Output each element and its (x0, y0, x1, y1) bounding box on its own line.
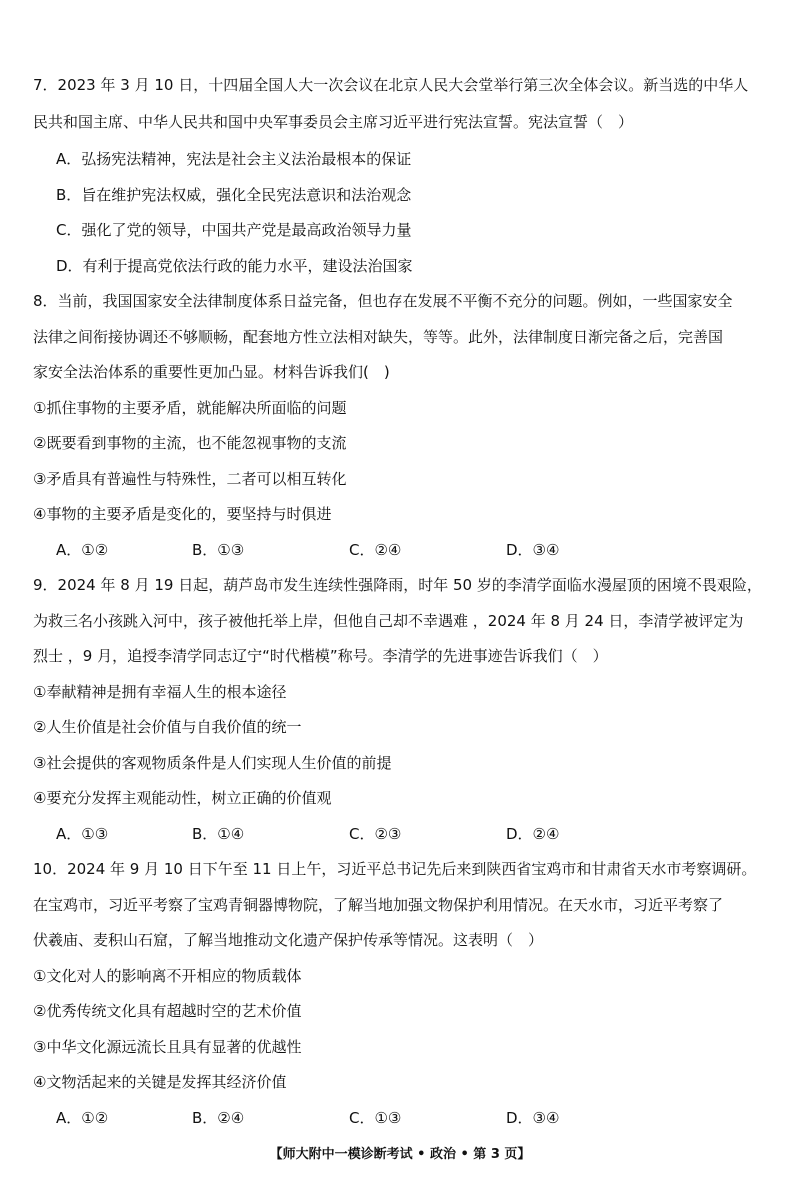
question-7-line-2: 民共和国主席、中华人民共和国中央军事委员会主席习近平进行宪法宣誓。宪法宣誓（ ） (33, 113, 634, 131)
question-9-line-2: 为救三名小孩跳入河中，孩子被他托举上岸，但他自己却不幸遇难 ，2024 年 8 月 24 日，李清学被评定为 (33, 612, 744, 630)
question-8-choice-a: A．①② (56, 541, 109, 559)
question-7-line-1: 7．2023 年 3 月 10 日，十四届全国人大一次会议在北京人民大会堂举行第三次全体会议。新当选的中华人 (33, 76, 749, 94)
question-10-statement-1: ①文化对人的影响离不开相应的物质载体 (33, 967, 302, 985)
question-10-line-3: 伏羲庙、麦积山石窟，了解当地推动文化遗产保护传承等情况。这表明（ ） (33, 931, 544, 949)
question-9-choice-a: A．①③ (56, 825, 109, 843)
question-10-statement-4: ④文物活起来的关键是发挥其经济价值 (33, 1073, 287, 1091)
question-8-statement-1: ①抓住事物的主要矛盾，就能解决所面临的问题 (33, 399, 347, 417)
question-8-choice-b: B．①③ (192, 541, 245, 559)
question-8-line-1: 8．当前，我国国家安全法律制度体系日益完备，但也存在发展不平衡不充分的问题。例如，一些国家安全 (33, 292, 733, 310)
question-10-line-1: 10．2024 年 9 月 10 日下午至 11 日上午，习近平总书记先后来到陕西省宝鸡市和甘肃省天水市考察调研。 (33, 860, 757, 878)
question-9-statement-1: ①奉献精神是拥有幸福人生的根本途径 (33, 683, 287, 701)
question-9-statement-4: ④要充分发挥主观能动性，树立正确的价值观 (33, 789, 332, 807)
question-9-statement-3: ③社会提供的客观物质条件是人们实现人生价值的前提 (33, 754, 392, 772)
question-10-choice-a: A．①② (56, 1109, 109, 1127)
question-10-choice-d: D．③④ (506, 1109, 560, 1127)
question-9-choice-b: B．①④ (192, 825, 245, 843)
question-10-statement-3: ③中华文化源远流长且具有显著的优越性 (33, 1038, 302, 1056)
question-7-option-b: B．旨在维护宪法权威，强化全民宪法意识和法治观念 (56, 186, 412, 204)
question-7-option-d: D．有利于提高党依法行政的能力水平，建设法治国家 (56, 257, 413, 275)
question-8-statement-2: ②既要看到事物的主流，也不能忽视事物的支流 (33, 434, 347, 452)
question-8-line-3: 家安全法治体系的重要性更加凸显。材料告诉我们( ) (33, 363, 390, 381)
page-footer: 【师大附中一模诊断考试 • 政治 • 第 3 页】 (269, 1147, 531, 1162)
question-10-choice-c: C．①③ (349, 1109, 402, 1127)
question-8-line-2: 法律之间衔接协调还不够顺畅，配套地方性立法相对缺失，等等。此外，法律制度日渐完备之后，完善国 (33, 328, 724, 346)
question-8-choice-d: D．③④ (506, 541, 560, 559)
question-9-line-1: 9．2024 年 8 月 19 日起，葫芦岛市发生连续性强降雨，时年 50 岁的李清学面临水漫屋顶的困境不畏艰险， (33, 576, 762, 594)
question-8-choice-c: C．②④ (349, 541, 402, 559)
question-10-statement-2: ②优秀传统文化具有超越时空的艺术价值 (33, 1002, 302, 1020)
question-8-statement-4: ④事物的主要矛盾是变化的，要坚持与时俱进 (33, 505, 332, 523)
question-10-choice-b: B．②④ (192, 1109, 245, 1127)
question-9-line-3: 烈士 ，9 月，追授李清学同志辽宁“时代楷模”称号。李清学的先进事迹告诉我们（ ） (33, 647, 608, 665)
question-10-line-2: 在宝鸡市，习近平考察了宝鸡青铜器博物院，了解当地加强文物保护利用情况。在天水市，习近平考察了 (33, 896, 724, 914)
question-9-choice-d: D．②④ (506, 825, 560, 843)
question-8-statement-3: ③矛盾具有普遍性与特殊性，二者可以相互转化 (33, 470, 347, 488)
question-7-option-a: A．弘扬宪法精神，宪法是社会主义法治最根本的保证 (56, 150, 412, 168)
question-7-option-c: C．强化了党的领导，中国共产党是最高政治领导力量 (56, 221, 412, 239)
question-9-choice-c: C．②③ (349, 825, 402, 843)
question-9-statement-2: ②人生价值是社会价值与自我价值的统一 (33, 718, 302, 736)
